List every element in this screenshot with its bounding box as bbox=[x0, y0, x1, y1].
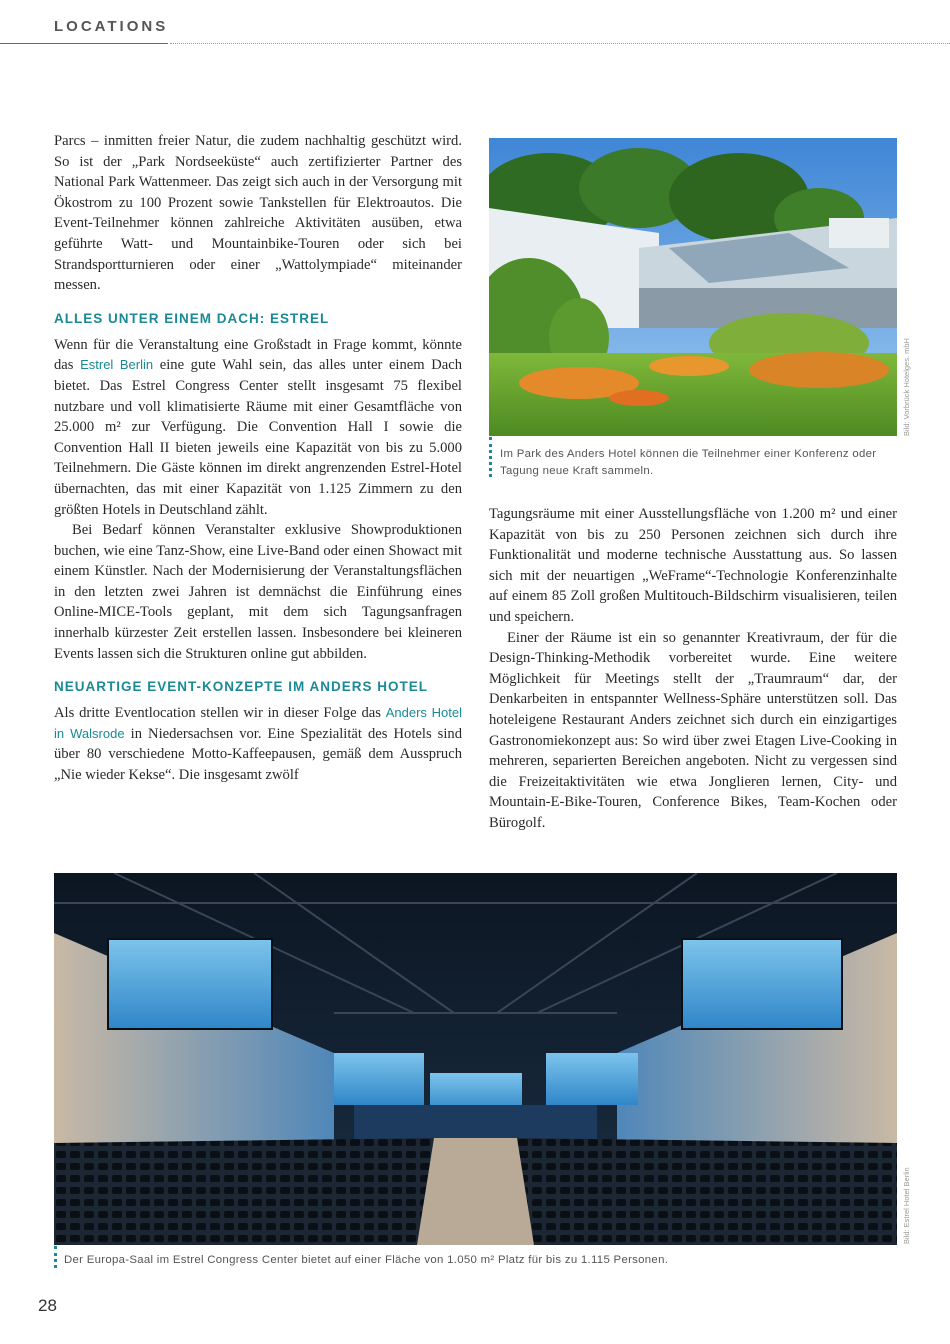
section-heading: NEUARTIGE EVENT-KONZEPTE IM ANDERS HOTEL bbox=[54, 679, 429, 695]
section-label: LOCATIONS bbox=[54, 18, 169, 35]
park-photo-caption: Im Park des Anders Hotel können die Teilnehmer einer Konferenz oder Tagung neue Kraft sammeln. bbox=[500, 448, 877, 477]
header-dotted-rule bbox=[170, 43, 950, 44]
park-photo-credit: Bild: Vorbrück Hotelges. mbH bbox=[902, 338, 911, 436]
text-run: eine gute Wahl sein, das alles unter einem Dach bietet. Das Estrel Congress Center stellt insgesamt 75 flexibel nutzbare und voll klimatisierte Räume mit einer Gesamtfläche von 25.000 m² zur Verfügung. Die Convention Hall I sowie die Convention Hall II bieten jeweils eine Kapazität von bis zu 5.000 Teilnehmern. Die Gäste können im direkt angrenzenden Estrel-Hotel übernachten, das mit einer Kapazität von 1.125 Zimmern zu den größten Hotels in Deutschland zählt. bbox=[54, 357, 463, 518]
park-photo bbox=[489, 138, 897, 436]
paragraph: Tagungsräume mit einer Ausstellungsfläche von 1.200 m² und einer Kapazität von bis zu 250 Personen zeichnen sich durch ihre Funktionalität und moderne technische Ausstattung aus. So lassen sich mit der neuartigen „WeFrame“-Technologie Konferenzinhalte auf einem 85 Zoll großen Multitouch-Bildschirm visualisieren, teilen und speichern. bbox=[489, 506, 897, 625]
left-column bbox=[54, 131, 462, 786]
hall-photo-illustration bbox=[54, 873, 897, 1245]
paragraph bbox=[54, 703, 462, 785]
estrel-berlin-link[interactable]: Estrel Berlin bbox=[80, 357, 154, 373]
paragraph bbox=[54, 335, 462, 520]
hall-photo-credit: Bild: Estrel Hotel Berlin bbox=[902, 1167, 911, 1244]
right-column bbox=[489, 504, 897, 834]
hall-photo-caption: Der Europa-Saal im Estrel Congress Center bietet auf einer Fläche von 1.050 m² Platz für bis zu 1.115 Personen. bbox=[64, 1254, 669, 1266]
paragraph: Einer der Räume ist ein so genannter Kreativraum, der für die Design-Thinking-Methodik vorbereitet wurde. Eine weitere Möglichkeit für Meetings stellt der „Traumraum“ dar, der Denkarbeiten in entspannter Wellness-Sphäre unterstützen soll. Das hoteleigene Restaurant Anders zeichnet sich durch ein einzigartiges Gastronomiekonzept aus: So wird über zwei Etagen Live-Cooking in mehreren, separierten Bereichen angeboten. Nicht zu vergessen sind die Freizeitaktivitäten wie etwa Jonglieren lernen, City- und Mountain-E-Bike-Touren, Conference Bikes, Team-Kochen oder Bürogolf. bbox=[489, 629, 897, 831]
paragraph: Bei Bedarf können Veranstalter exklusive Showproduktionen buchen, wie eine Tanz-Show, eine Live-Band oder einen Showact mit einem Künstler. Nach der Modernisierung der Veranstaltungsflächen in den letzten zwei Jahren ist demnächst die Einführung eines Online-MICE-Tools geplant, mit dem sich Tagungsanfragen innerhalb kürzester Zeit erstellen lassen. Insbesondere bei kleineren Events lassen sich die Strukturen online gut abbilden. bbox=[54, 522, 462, 662]
park-photo-illustration bbox=[489, 138, 897, 436]
page-number: 28 bbox=[38, 1296, 57, 1315]
text-run: in Niedersachsen vor. Eine Spezialität des Hotels sind über 80 verschiedene Motto-Kaffeepausen, gemäß dem Ausspruch „Nie wieder Kekse“. Die insgesamt zwölf bbox=[54, 725, 463, 784]
paragraph: Parcs – inmitten freier Natur, die zudem nachhaltig geschützt wird. So ist der „Park Nordseeküste“ auch zertifizierter Partner des National Park Wattenmeer. Das zeigt sich auch in der Versorgung mit Ökostrom zu 100 Prozent sowie Tankstellen für Elektroautos. Die Event-Teilnehmer können zahlreiche Aktivitäten ausüben, etwa geführte Watt- und Mountainbike-Touren oder sich bei Strandsportturnieren oder einer „Wattolympiade“ miteinander messen. bbox=[54, 133, 462, 294]
caption-marker bbox=[54, 1246, 57, 1268]
section-heading: ALLES UNTER EINEM DACH: ESTREL bbox=[54, 310, 330, 326]
anders-hotel-link[interactable]: Anders Hotel in Walsrode bbox=[54, 705, 462, 741]
header-rule bbox=[0, 43, 168, 44]
text-run: Als dritte Eventlocation stellen wir in dieser Folge das bbox=[54, 705, 386, 722]
hall-photo bbox=[54, 873, 897, 1245]
caption-marker bbox=[489, 437, 492, 477]
text-run: Wenn für die Veranstaltung eine Großstadt in Frage kommt, könnte das bbox=[54, 336, 462, 374]
